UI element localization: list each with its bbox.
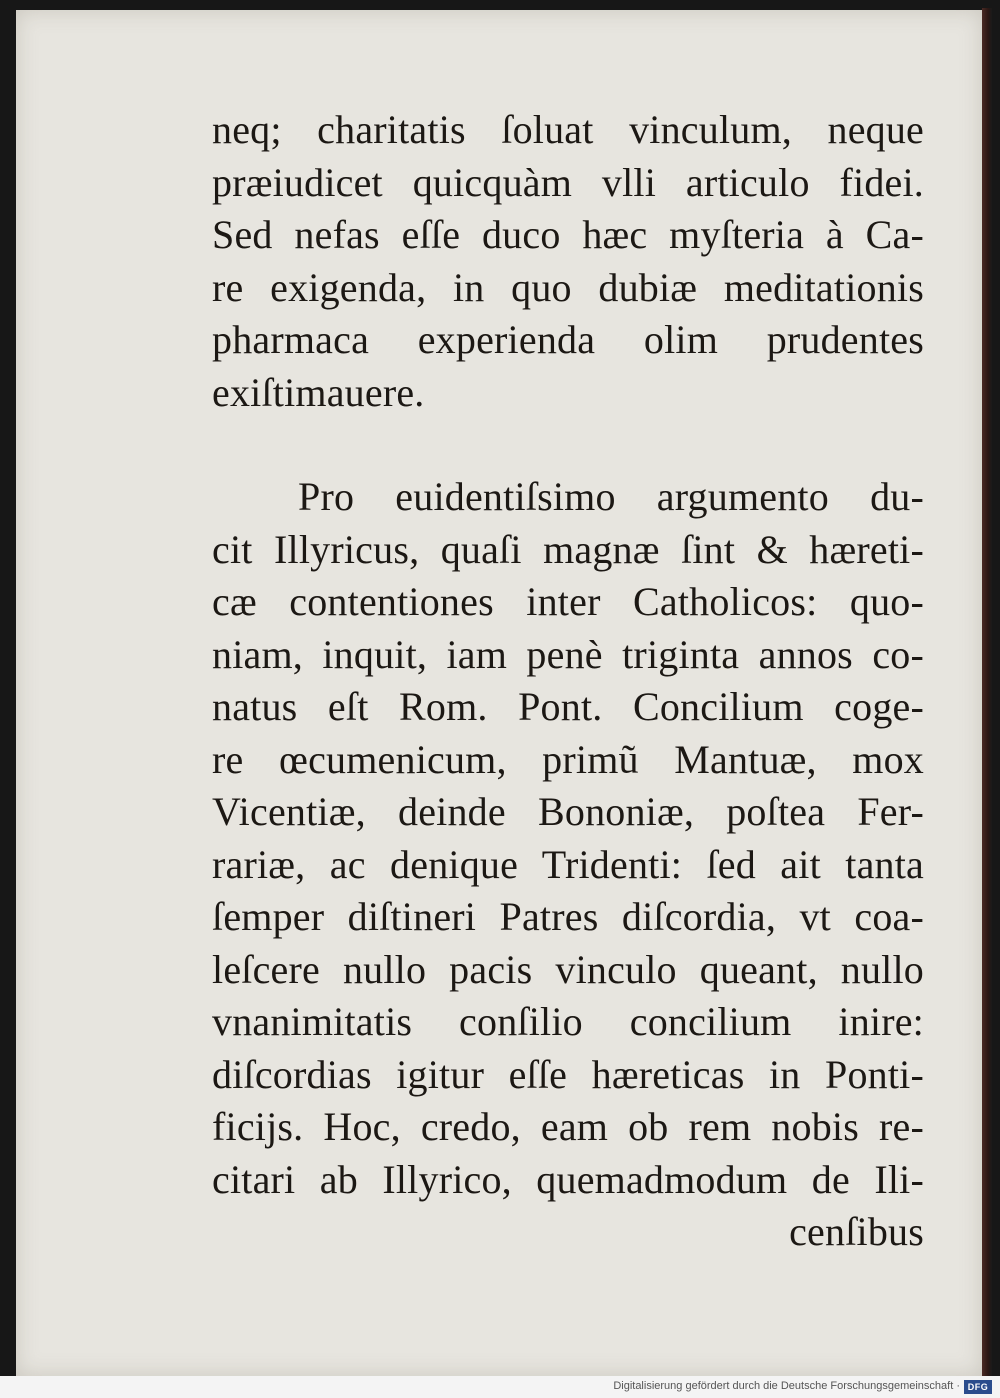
text-line: citari ab Illyrico, quemadmodum de Ili-	[212, 1156, 924, 1202]
text-line: ficijs. Hoc, credo, eam ob rem nobis re-	[212, 1104, 924, 1149]
text-line: vnanimitatis conſilio concilium inire:	[212, 999, 924, 1044]
text-line: diſcordias igitur eſſe hæreticas in Ponti-	[212, 1051, 924, 1097]
text-line: Sed nefas eſſe duco hæc myſteria à Ca-	[212, 212, 924, 257]
text-line: natus eſt Rom. Pont. Concilium coge-	[212, 684, 924, 729]
text-line: leſcere nullo pacis vinculo queant, nullo	[212, 946, 924, 992]
page-edge	[982, 8, 992, 1378]
text-line: pharmaca experienda olim prudentes	[212, 317, 924, 362]
text-line: præiudicet quicquàm vlli articulo fidei.	[212, 159, 924, 205]
text-line: Pro euidentiſsimo argumento du-	[298, 474, 924, 519]
text-line: ſemper diſtineri Patres diſcordia, vt coa-	[212, 894, 924, 939]
text-line: niam, inquit, iam penè triginta annos co-	[212, 631, 924, 677]
text-line: re œcumenicum, primũ Mantuæ, mox	[212, 736, 924, 782]
dfg-logo-icon: DFG	[964, 1380, 992, 1394]
digitization-footer	[0, 1376, 1000, 1398]
funding-credit: Digitalisierung gefördert durch die Deutsche Forschungsgemeinschaft ·	[613, 1380, 960, 1392]
text-line: exiſtimauere.	[212, 369, 425, 415]
page-text	[212, 104, 924, 1259]
text-line: neq; charitatis ſoluat vinculum, neque	[212, 107, 924, 152]
paragraph-gap	[212, 419, 924, 471]
book-page	[16, 10, 982, 1376]
text-line: cæ contentiones inter Catholicos: quo-	[212, 579, 924, 624]
text-line: Vicentiæ, deinde Bononiæ, poſtea Fer-	[212, 789, 924, 834]
text-line: cit Illyricus, quaſi magnæ ſint & hæreti-	[212, 526, 924, 572]
text-line: re exigenda, in quo dubiæ meditationis	[212, 264, 924, 310]
catchword: cenſibus	[789, 1209, 924, 1254]
text-line: rariæ, ac denique Tridenti: ſed ait tanta	[212, 841, 924, 887]
